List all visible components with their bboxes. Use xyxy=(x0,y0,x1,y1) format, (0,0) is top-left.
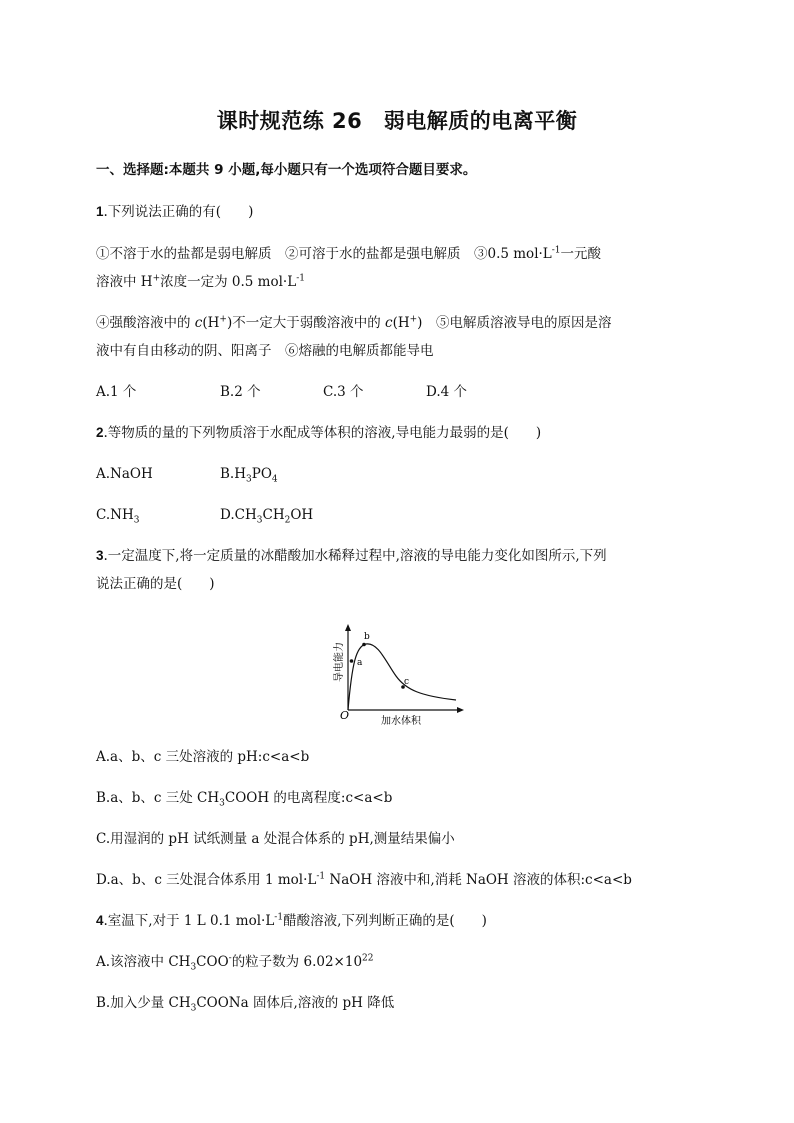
question-1-line-2 xyxy=(96,272,305,292)
section-heading: 一、选择题:本题共 9 小题,每小题只有一个选项符合题目要求。 xyxy=(96,162,477,178)
superscript: + xyxy=(409,314,418,325)
label-b: b xyxy=(364,632,370,642)
conductivity-curve xyxy=(348,644,456,710)
text: .室温下,对于 1 L 0.1 mol·L xyxy=(103,913,275,929)
superscript: -1 xyxy=(316,871,326,882)
question-3-option-a: A.a、b、c 三处溶液的 pH:c<a<b xyxy=(96,749,310,765)
question-text: .下列说法正确的有( ) xyxy=(103,204,254,220)
option-b xyxy=(220,464,278,484)
question-1-line-3 xyxy=(96,313,611,333)
origin-label: O xyxy=(340,709,350,722)
label-c: c xyxy=(404,677,410,687)
question-1-line-4: 液中有自由移动的阴、阳离子 ⑥熔融的电解质都能导电 xyxy=(96,343,434,359)
question-4-stem xyxy=(96,911,487,931)
text: NaOH 溶液中和,消耗 NaOH 溶液的体积:c<a<b xyxy=(325,872,632,888)
text: PO xyxy=(251,466,272,482)
question-text: .等物质的量的下列物质溶于水配成等体积的溶液,导电能力最弱的是( ) xyxy=(103,425,542,441)
superscript: -1 xyxy=(551,245,561,256)
question-3-option-d xyxy=(96,870,632,890)
text: 醋酸溶液,下列判断正确的是( ) xyxy=(283,913,487,929)
text: 浓度一定为 0.5 mol·L xyxy=(160,274,297,290)
y-axis-arrow xyxy=(345,624,351,631)
subscript: 3 xyxy=(190,962,197,973)
text: ④强酸溶液中的 xyxy=(96,315,195,331)
subscript: 4 xyxy=(271,474,278,485)
text: A.该溶液中 CH xyxy=(96,954,191,970)
subscript: 3 xyxy=(190,1003,197,1014)
text: B.a、b、c 三处 CH xyxy=(96,790,220,806)
subscript: 3 xyxy=(256,515,263,526)
italic-c: c xyxy=(194,315,203,331)
superscript: - xyxy=(228,953,232,964)
text: CH xyxy=(262,507,285,523)
subscript: 2 xyxy=(284,515,291,526)
superscript: -1 xyxy=(296,273,305,284)
option-a: A.1 个 xyxy=(96,384,137,400)
point-a xyxy=(350,659,354,663)
text: OH xyxy=(290,507,314,523)
text: D.a、b、c 三处混合体系用 1 mol·L xyxy=(96,872,317,888)
x-axis-label: 加水体积 xyxy=(381,716,421,727)
point-b xyxy=(362,643,366,647)
option-d xyxy=(220,505,313,525)
text: 的粒子数为 6.02×10 xyxy=(231,954,363,970)
text: C.NH xyxy=(96,507,134,523)
italic-c: c xyxy=(385,315,393,331)
superscript: -1 xyxy=(274,912,284,923)
option-c: C.3 个 xyxy=(323,384,364,400)
text: COONa 固体后,溶液的 pH 降低 xyxy=(196,995,395,1011)
question-4-option-b xyxy=(96,993,394,1013)
question-2-options-row-1 xyxy=(96,464,278,484)
text: ①不溶于水的盐都是弱电解质 ②可溶于水的盐都是强电解质 ③0.5 mol·L xyxy=(96,246,552,262)
text: (H xyxy=(202,315,220,331)
question-1-stem xyxy=(96,202,253,222)
question-number: 1 xyxy=(96,204,104,219)
y-axis-label: 导电能力 xyxy=(334,642,345,682)
question-number: 2 xyxy=(96,425,104,440)
option-d: D.4 个 xyxy=(426,384,468,400)
question-number: 3 xyxy=(96,548,104,563)
question-2-stem xyxy=(96,423,541,443)
text: )不一定大于弱酸溶液中的 xyxy=(226,315,386,331)
superscript: + xyxy=(219,314,227,325)
text: B.加入少量 CH xyxy=(96,995,191,1011)
text: COO xyxy=(196,954,229,970)
text: COOH 的电离程度:c<a<b xyxy=(224,790,393,806)
option-c xyxy=(96,505,220,525)
option-a: A.NaOH xyxy=(96,466,153,482)
question-3-stem-2: 说法正确的是( ) xyxy=(96,576,215,592)
question-3-stem-1 xyxy=(96,546,607,566)
page-title: 课时规范练 26 弱电解质的电离平衡 xyxy=(216,109,578,133)
text: B.H xyxy=(220,466,246,482)
x-axis-arrow xyxy=(457,707,464,713)
question-number: 4 xyxy=(96,913,104,928)
superscript: 22 xyxy=(362,953,374,964)
question-3-option-c: C.用湿润的 pH 试纸测量 a 处混合体系的 pH,测量结果偏小 xyxy=(96,831,455,847)
question-text: .一定温度下,将一定质量的冰醋酸加水稀释过程中,溶液的导电能力变化如图所示,下列 xyxy=(103,548,607,564)
question-1-line-1 xyxy=(96,244,601,264)
subscript: 3 xyxy=(246,474,252,485)
question-2-options-row-2 xyxy=(96,505,313,525)
question-4-option-a xyxy=(96,952,373,972)
question-3-option-b xyxy=(96,788,392,808)
option-b: B.2 个 xyxy=(220,384,261,400)
text: D.CH xyxy=(220,507,257,523)
subscript: 3 xyxy=(219,798,225,809)
question-1-options xyxy=(96,382,467,402)
text: ) ⑤电解质溶液导电的原因是溶 xyxy=(417,315,612,331)
label-a: a xyxy=(357,658,363,668)
superscript: + xyxy=(152,273,161,284)
text: 溶液中 H xyxy=(96,274,153,290)
conductivity-chart xyxy=(326,624,466,728)
text: (H xyxy=(392,315,410,331)
text: 一元酸 xyxy=(560,246,602,262)
subscript: 3 xyxy=(133,515,140,526)
